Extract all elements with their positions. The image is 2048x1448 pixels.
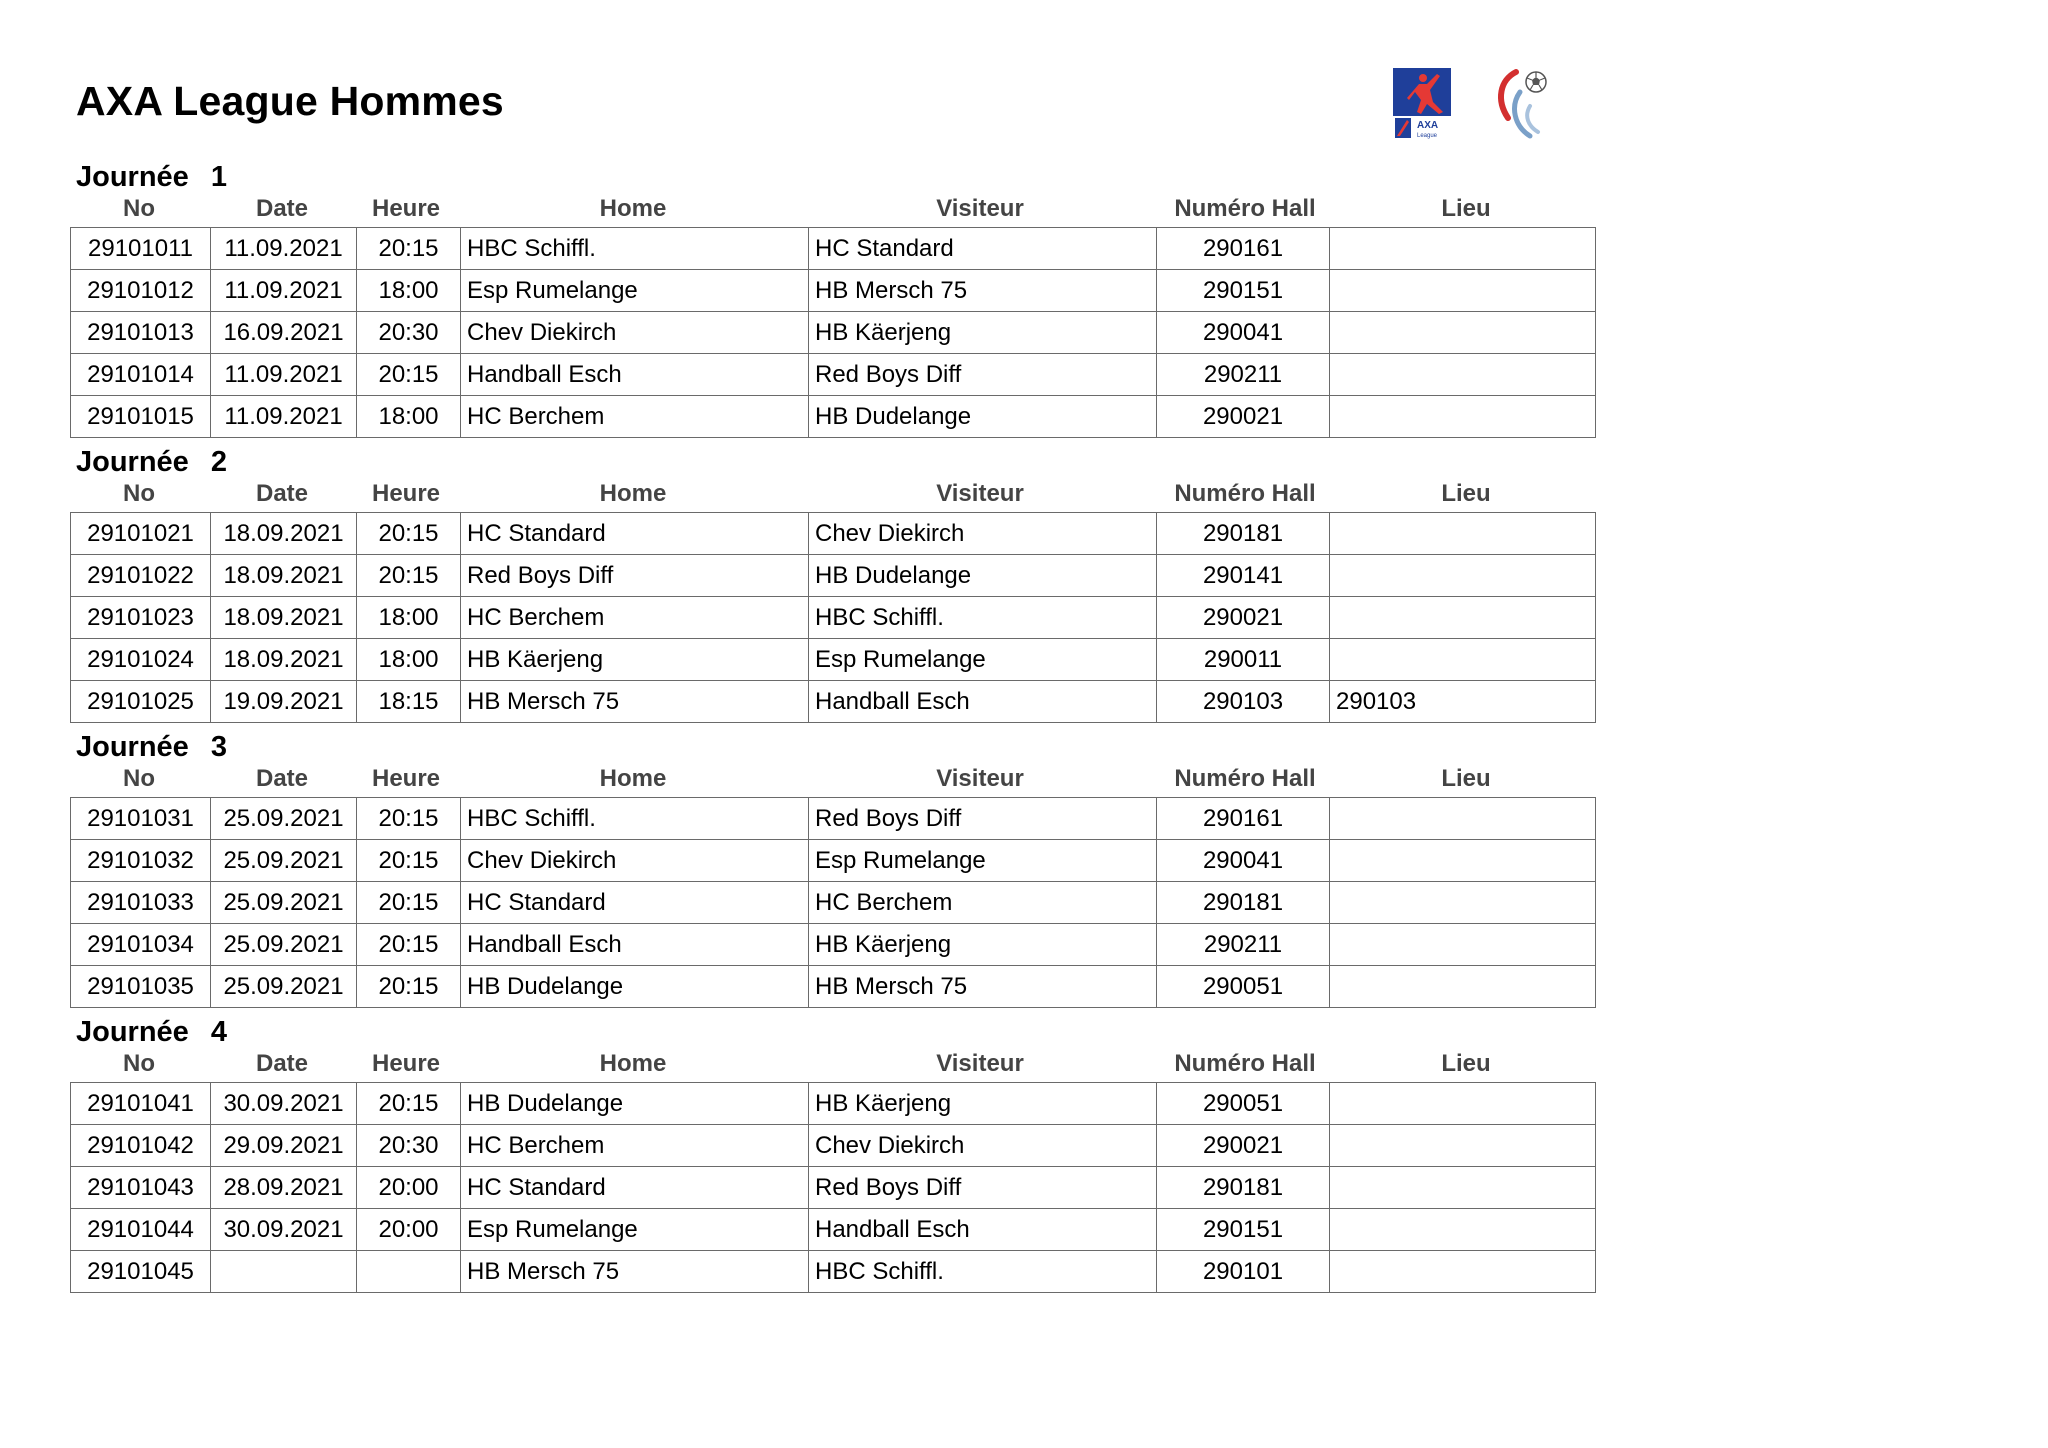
header-lieu: Lieu	[1441, 765, 1491, 792]
header-no: No	[123, 480, 155, 507]
svg-text:AXA: AXA	[1417, 120, 1439, 131]
game-number-cell: 29101042	[71, 1125, 211, 1167]
header-lieu: Lieu	[1441, 1050, 1491, 1077]
home-team-cell: HC Berchem	[461, 1125, 809, 1167]
game-time-cell: 20:15	[357, 924, 461, 966]
venue-cell	[1330, 270, 1596, 312]
home-team-cell: HB Käerjeng	[461, 639, 809, 681]
game-number-cell: 29101022	[71, 555, 211, 597]
journee-number: 4	[210, 1016, 227, 1048]
header-heure: Heure	[371, 480, 441, 507]
games-table	[70, 1082, 1596, 1293]
game-time-cell: 20:15	[357, 1083, 461, 1125]
table-row	[71, 312, 1596, 354]
federation-logo	[1490, 66, 1554, 142]
game-time-cell: 20:15	[357, 354, 461, 396]
home-team-cell: HC Berchem	[461, 396, 809, 438]
table-row	[71, 924, 1596, 966]
journee-label: Journée	[76, 446, 189, 478]
game-number-cell: 29101012	[71, 270, 211, 312]
header-no: No	[123, 1050, 155, 1077]
game-number-cell: 29101023	[71, 597, 211, 639]
home-team-cell: Esp Rumelange	[461, 270, 809, 312]
game-number-cell: 29101033	[71, 882, 211, 924]
venue-cell	[1330, 228, 1596, 270]
game-time-cell: 20:15	[357, 882, 461, 924]
table-row	[71, 681, 1596, 723]
game-time-cell: 18:00	[357, 597, 461, 639]
journee-number: 3	[210, 731, 227, 763]
journee-heading	[70, 160, 1595, 194]
game-number-cell: 29101045	[71, 1251, 211, 1293]
game-time-cell	[357, 1251, 461, 1293]
visitor-team-cell: Chev Diekirch	[809, 513, 1157, 555]
game-time-cell: 18:00	[357, 639, 461, 681]
venue-cell	[1330, 924, 1596, 966]
table-row	[71, 882, 1596, 924]
header-date: Date	[255, 195, 309, 222]
table-row	[71, 1125, 1596, 1167]
venue-cell	[1330, 639, 1596, 681]
header-heure: Heure	[371, 765, 441, 792]
hall-number-cell: 290141	[1157, 555, 1330, 597]
header-heure: Heure	[371, 195, 441, 222]
home-team-cell: HB Mersch 75	[461, 1251, 809, 1293]
game-date-cell: 30.09.2021	[211, 1083, 357, 1125]
column-headers	[70, 479, 1595, 509]
games-table	[70, 797, 1596, 1008]
table-row	[71, 966, 1596, 1008]
hall-number-cell: 290051	[1157, 966, 1330, 1008]
hall-number-cell: 290041	[1157, 312, 1330, 354]
visitor-team-cell: Chev Diekirch	[809, 1125, 1157, 1167]
game-date-cell: 11.09.2021	[211, 354, 357, 396]
hall-number-cell: 290021	[1157, 597, 1330, 639]
game-time-cell: 20:15	[357, 840, 461, 882]
header-lieu: Lieu	[1441, 480, 1491, 507]
game-time-cell: 20:15	[357, 555, 461, 597]
game-date-cell: 25.09.2021	[211, 966, 357, 1008]
visitor-team-cell: HB Käerjeng	[809, 924, 1157, 966]
home-team-cell: Chev Diekirch	[461, 312, 809, 354]
home-team-cell: HBC Schiffl.	[461, 798, 809, 840]
games-table	[70, 512, 1596, 723]
game-number-cell: 29101031	[71, 798, 211, 840]
game-date-cell	[211, 1251, 357, 1293]
table-row	[71, 396, 1596, 438]
header-visiteur: Visiteur	[936, 765, 1024, 792]
venue-cell	[1330, 354, 1596, 396]
table-row	[71, 354, 1596, 396]
column-headers	[70, 1049, 1595, 1079]
game-date-cell: 25.09.2021	[211, 798, 357, 840]
header-numero-hall: Numéro Hall	[1174, 480, 1316, 507]
venue-cell	[1330, 513, 1596, 555]
game-date-cell: 19.09.2021	[211, 681, 357, 723]
game-number-cell: 29101035	[71, 966, 211, 1008]
game-date-cell: 18.09.2021	[211, 555, 357, 597]
table-row	[71, 1083, 1596, 1125]
header-visiteur: Visiteur	[936, 195, 1024, 222]
column-headers	[70, 764, 1595, 794]
venue-cell	[1330, 1209, 1596, 1251]
journee-number: 2	[210, 446, 227, 478]
venue-cell	[1330, 798, 1596, 840]
game-date-cell: 11.09.2021	[211, 270, 357, 312]
game-time-cell: 20:30	[357, 1125, 461, 1167]
visitor-team-cell: HB Mersch 75	[809, 270, 1157, 312]
venue-cell	[1330, 1251, 1596, 1293]
home-team-cell: Chev Diekirch	[461, 840, 809, 882]
hall-number-cell: 290161	[1157, 798, 1330, 840]
journee-number: 1	[210, 161, 227, 193]
venue-cell	[1330, 1167, 1596, 1209]
visitor-team-cell: Red Boys Diff	[809, 1167, 1157, 1209]
home-team-cell: HC Berchem	[461, 597, 809, 639]
header-visiteur: Visiteur	[936, 1050, 1024, 1077]
header-numero-hall: Numéro Hall	[1174, 1050, 1316, 1077]
table-row	[71, 798, 1596, 840]
header-home: Home	[599, 765, 667, 792]
game-date-cell: 30.09.2021	[211, 1209, 357, 1251]
table-row	[71, 1167, 1596, 1209]
game-number-cell: 29101014	[71, 354, 211, 396]
game-time-cell: 20:15	[357, 228, 461, 270]
table-row	[71, 555, 1596, 597]
visitor-team-cell: HB Dudelange	[809, 396, 1157, 438]
header-heure: Heure	[371, 1050, 441, 1077]
hall-number-cell: 290051	[1157, 1083, 1330, 1125]
journee-label: Journée	[76, 731, 189, 763]
visitor-team-cell: Esp Rumelange	[809, 840, 1157, 882]
header-no: No	[123, 765, 155, 792]
hall-number-cell: 290021	[1157, 396, 1330, 438]
column-headers	[70, 194, 1595, 224]
visitor-team-cell: HC Standard	[809, 228, 1157, 270]
game-number-cell: 29101044	[71, 1209, 211, 1251]
hall-number-cell: 290101	[1157, 1251, 1330, 1293]
visitor-team-cell: Red Boys Diff	[809, 354, 1157, 396]
header-home: Home	[599, 480, 667, 507]
hall-number-cell: 290161	[1157, 228, 1330, 270]
game-date-cell: 25.09.2021	[211, 840, 357, 882]
hall-number-cell: 290011	[1157, 639, 1330, 681]
venue-cell	[1330, 312, 1596, 354]
venue-cell	[1330, 1083, 1596, 1125]
home-team-cell: HBC Schiffl.	[461, 228, 809, 270]
home-team-cell: Handball Esch	[461, 354, 809, 396]
game-date-cell: 11.09.2021	[211, 228, 357, 270]
venue-cell	[1330, 966, 1596, 1008]
game-time-cell: 20:15	[357, 798, 461, 840]
journee-label: Journée	[76, 161, 189, 193]
hall-number-cell: 290103	[1157, 681, 1330, 723]
venue-cell	[1330, 1125, 1596, 1167]
game-number-cell: 29101043	[71, 1167, 211, 1209]
game-date-cell: 25.09.2021	[211, 882, 357, 924]
hall-number-cell: 290181	[1157, 1167, 1330, 1209]
game-number-cell: 29101032	[71, 840, 211, 882]
hall-number-cell: 290151	[1157, 270, 1330, 312]
hall-number-cell: 290041	[1157, 840, 1330, 882]
table-row	[71, 639, 1596, 681]
table-row	[71, 597, 1596, 639]
header-no: No	[123, 195, 155, 222]
hall-number-cell: 290211	[1157, 924, 1330, 966]
visitor-team-cell: HB Mersch 75	[809, 966, 1157, 1008]
venue-cell: 290103	[1330, 681, 1596, 723]
table-row	[71, 840, 1596, 882]
game-date-cell: 29.09.2021	[211, 1125, 357, 1167]
table-row	[71, 228, 1596, 270]
game-time-cell: 20:15	[357, 966, 461, 1008]
venue-cell	[1330, 555, 1596, 597]
venue-cell	[1330, 597, 1596, 639]
header-numero-hall: Numéro Hall	[1174, 195, 1316, 222]
header-date: Date	[255, 1050, 309, 1077]
game-number-cell: 29101011	[71, 228, 211, 270]
svg-text:League: League	[1417, 133, 1438, 139]
home-team-cell: HB Dudelange	[461, 1083, 809, 1125]
journee-section	[70, 160, 1595, 438]
home-team-cell: Red Boys Diff	[461, 555, 809, 597]
journee-section	[70, 445, 1595, 723]
page-title: AXA League Hommes	[76, 78, 504, 124]
visitor-team-cell: Handball Esch	[809, 1209, 1157, 1251]
game-number-cell: 29101025	[71, 681, 211, 723]
home-team-cell: HC Standard	[461, 882, 809, 924]
hall-number-cell: 290181	[1157, 513, 1330, 555]
header-visiteur: Visiteur	[936, 480, 1024, 507]
game-time-cell: 20:00	[357, 1209, 461, 1251]
game-number-cell: 29101021	[71, 513, 211, 555]
header-lieu: Lieu	[1441, 195, 1491, 222]
game-date-cell: 18.09.2021	[211, 597, 357, 639]
visitor-team-cell: HB Dudelange	[809, 555, 1157, 597]
game-time-cell: 18:00	[357, 270, 461, 312]
venue-cell	[1330, 840, 1596, 882]
game-time-cell: 18:00	[357, 396, 461, 438]
visitor-team-cell: HB Käerjeng	[809, 1083, 1157, 1125]
game-date-cell: 11.09.2021	[211, 396, 357, 438]
header-date: Date	[255, 480, 309, 507]
venue-cell	[1330, 396, 1596, 438]
game-time-cell: 20:00	[357, 1167, 461, 1209]
home-team-cell: HB Mersch 75	[461, 681, 809, 723]
home-team-cell: HB Dudelange	[461, 966, 809, 1008]
home-team-cell: Handball Esch	[461, 924, 809, 966]
header-date: Date	[255, 765, 309, 792]
journee-section	[70, 1015, 1595, 1293]
hall-number-cell: 290151	[1157, 1209, 1330, 1251]
axa-league-logo	[1393, 68, 1451, 140]
visitor-team-cell: HC Berchem	[809, 882, 1157, 924]
journee-heading	[70, 730, 1595, 764]
game-number-cell: 29101015	[71, 396, 211, 438]
game-time-cell: 18:15	[357, 681, 461, 723]
table-row	[71, 1251, 1596, 1293]
game-date-cell: 16.09.2021	[211, 312, 357, 354]
table-row	[71, 270, 1596, 312]
home-team-cell: HC Standard	[461, 513, 809, 555]
hall-number-cell: 290021	[1157, 1125, 1330, 1167]
journee-label: Journée	[76, 1016, 189, 1048]
visitor-team-cell: HB Käerjeng	[809, 312, 1157, 354]
journee-heading	[70, 1015, 1595, 1049]
game-number-cell: 29101034	[71, 924, 211, 966]
header-home: Home	[599, 195, 667, 222]
visitor-team-cell: Handball Esch	[809, 681, 1157, 723]
visitor-team-cell: Red Boys Diff	[809, 798, 1157, 840]
hall-number-cell: 290211	[1157, 354, 1330, 396]
game-time-cell: 20:30	[357, 312, 461, 354]
game-date-cell: 18.09.2021	[211, 639, 357, 681]
game-number-cell: 29101041	[71, 1083, 211, 1125]
game-date-cell: 28.09.2021	[211, 1167, 357, 1209]
game-time-cell: 20:15	[357, 513, 461, 555]
game-date-cell: 25.09.2021	[211, 924, 357, 966]
visitor-team-cell: HBC Schiffl.	[809, 1251, 1157, 1293]
venue-cell	[1330, 882, 1596, 924]
header-numero-hall: Numéro Hall	[1174, 765, 1316, 792]
journee-section	[70, 730, 1595, 1008]
hall-number-cell: 290181	[1157, 882, 1330, 924]
game-date-cell: 18.09.2021	[211, 513, 357, 555]
table-row	[71, 1209, 1596, 1251]
table-row	[71, 513, 1596, 555]
visitor-team-cell: HBC Schiffl.	[809, 597, 1157, 639]
game-number-cell: 29101013	[71, 312, 211, 354]
game-number-cell: 29101024	[71, 639, 211, 681]
header-home: Home	[599, 1050, 667, 1077]
home-team-cell: HC Standard	[461, 1167, 809, 1209]
games-table	[70, 227, 1596, 438]
home-team-cell: Esp Rumelange	[461, 1209, 809, 1251]
visitor-team-cell: Esp Rumelange	[809, 639, 1157, 681]
journee-heading	[70, 445, 1595, 479]
